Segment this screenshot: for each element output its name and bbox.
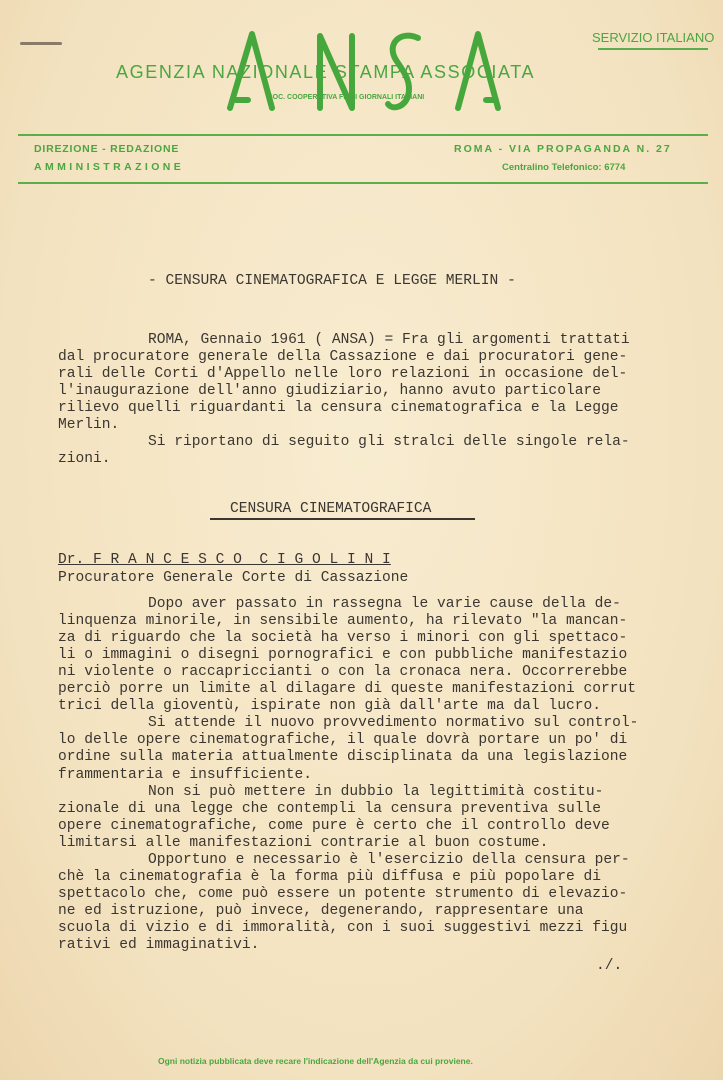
staple-mark	[20, 42, 62, 45]
text-line: linquenza minorile, in sensibile aumento, ha rilevato "la mancan-	[58, 613, 628, 630]
header-rule-bottom	[18, 182, 708, 184]
text-line: Dopo aver passato in rassegna le varie cause della de-	[148, 596, 621, 612]
section-heading: CENSURA CINEMATOGRAFICA	[230, 501, 432, 517]
text-line: lo delle opere cinematografiche, il quale dovrà portare un po' di	[58, 732, 628, 749]
speaker-role: Procuratore Generale Corte di Cassazione	[58, 570, 409, 586]
text-line: rilievo quelli riguardanti la censura cinematografica e la Legge	[58, 400, 619, 416]
header-rule-top	[18, 134, 708, 136]
text-line: scuola di vizio e di immoralità, con i suoi suggestivi mezzi figu	[58, 919, 628, 936]
text-line: chè la cinematografia è la forma più diffusa e più popolare di	[58, 868, 601, 885]
text-line: li o immagini o disegni pornografici e con pubbliche manifestazio	[58, 647, 628, 664]
agency-name: AGENZIA NAZIONALE STAMPA ASSOCIATA	[116, 62, 536, 82]
footer-notice: Ogni notizia pubblicata deve recare l'indicazione dell'Agenzia da cui proviene.	[158, 1056, 473, 1066]
service-label: SERVIZIO ITALIANO	[592, 30, 715, 45]
text-line: ne ed istruzione, può invece, degenerando, rappresentare una	[58, 902, 584, 919]
text-line: rali delle Corti d'Appello nelle loro relazioni in occasione del-	[58, 366, 628, 382]
section-heading-underline	[210, 518, 475, 520]
text-line: za di riguardo che la società ha verso i minori con gli spettaco-	[58, 630, 628, 647]
office-left-2: AMMINISTRAZIONE	[34, 161, 185, 173]
text-line: ordine sulla materia attualmente disciplinata da una legislazione	[58, 749, 628, 766]
text-line: perciò porre un limite al dilagare di queste manifestazioni corrut	[58, 681, 637, 698]
text-line: frammentaria e insufficiente.	[58, 766, 312, 783]
speaker-name: Dr. F R A N C E S C O C I G O L I N I	[58, 552, 391, 568]
document-title: - CENSURA CINEMATOGRAFICA E LEGGE MERLIN -	[148, 273, 516, 289]
text-line: Non si può mettere in dubbio la legittimità costitu-	[148, 783, 604, 800]
text-line: Opportuno e necessario è l'esercizio della censura per-	[148, 851, 630, 868]
text-line: l'inaugurazione dell'anno giudiziario, hanno avuto particolare	[58, 383, 601, 399]
office-left-1: DIREZIONE - REDAZIONE	[34, 143, 180, 155]
text-line: Merlin.	[58, 417, 120, 433]
text-line: dal procuratore generale della Cassazione e dai procuratori gene-	[58, 349, 628, 365]
phone: Centralino Telefonico: 6774	[502, 162, 626, 173]
continuation-mark: ./.	[596, 958, 623, 974]
text-line: ROMA, Gennaio 1961 ( ANSA) = Fra gli argomenti trattati	[148, 332, 630, 348]
text-line: trici della gioventù, ispirate non già dall'arte ma dal lucro.	[58, 698, 601, 715]
text-line: rativi ed immaginativi.	[58, 937, 260, 953]
text-line: ni violente o raccapriccianti o con la cronaca nera. Occorrerebbe	[58, 664, 628, 681]
text-line: zionale di una legge che contempli la censura preventiva sulle	[58, 800, 601, 817]
text-line: opere cinematografiche, come pure è certo che il controllo deve	[58, 817, 610, 834]
service-underline	[598, 48, 708, 50]
address: ROMA - VIA PROPAGANDA N. 27	[454, 143, 672, 155]
agency-subtitle: SOC. COOPERATIVA FRA I GIORNALI ITALIANI	[268, 94, 425, 101]
text-line: zioni.	[58, 451, 111, 467]
text-line: Si riportano di seguito gli stralci delle singole rela-	[148, 434, 630, 450]
text-line: limitarsi alle manifestazioni contrarie al buon costume.	[58, 834, 549, 851]
text-line: spettacolo che, come può essere un potente strumento di elevazio-	[58, 885, 628, 902]
text-line: Si attende il nuovo provvedimento normativo sul control-	[148, 715, 639, 732]
